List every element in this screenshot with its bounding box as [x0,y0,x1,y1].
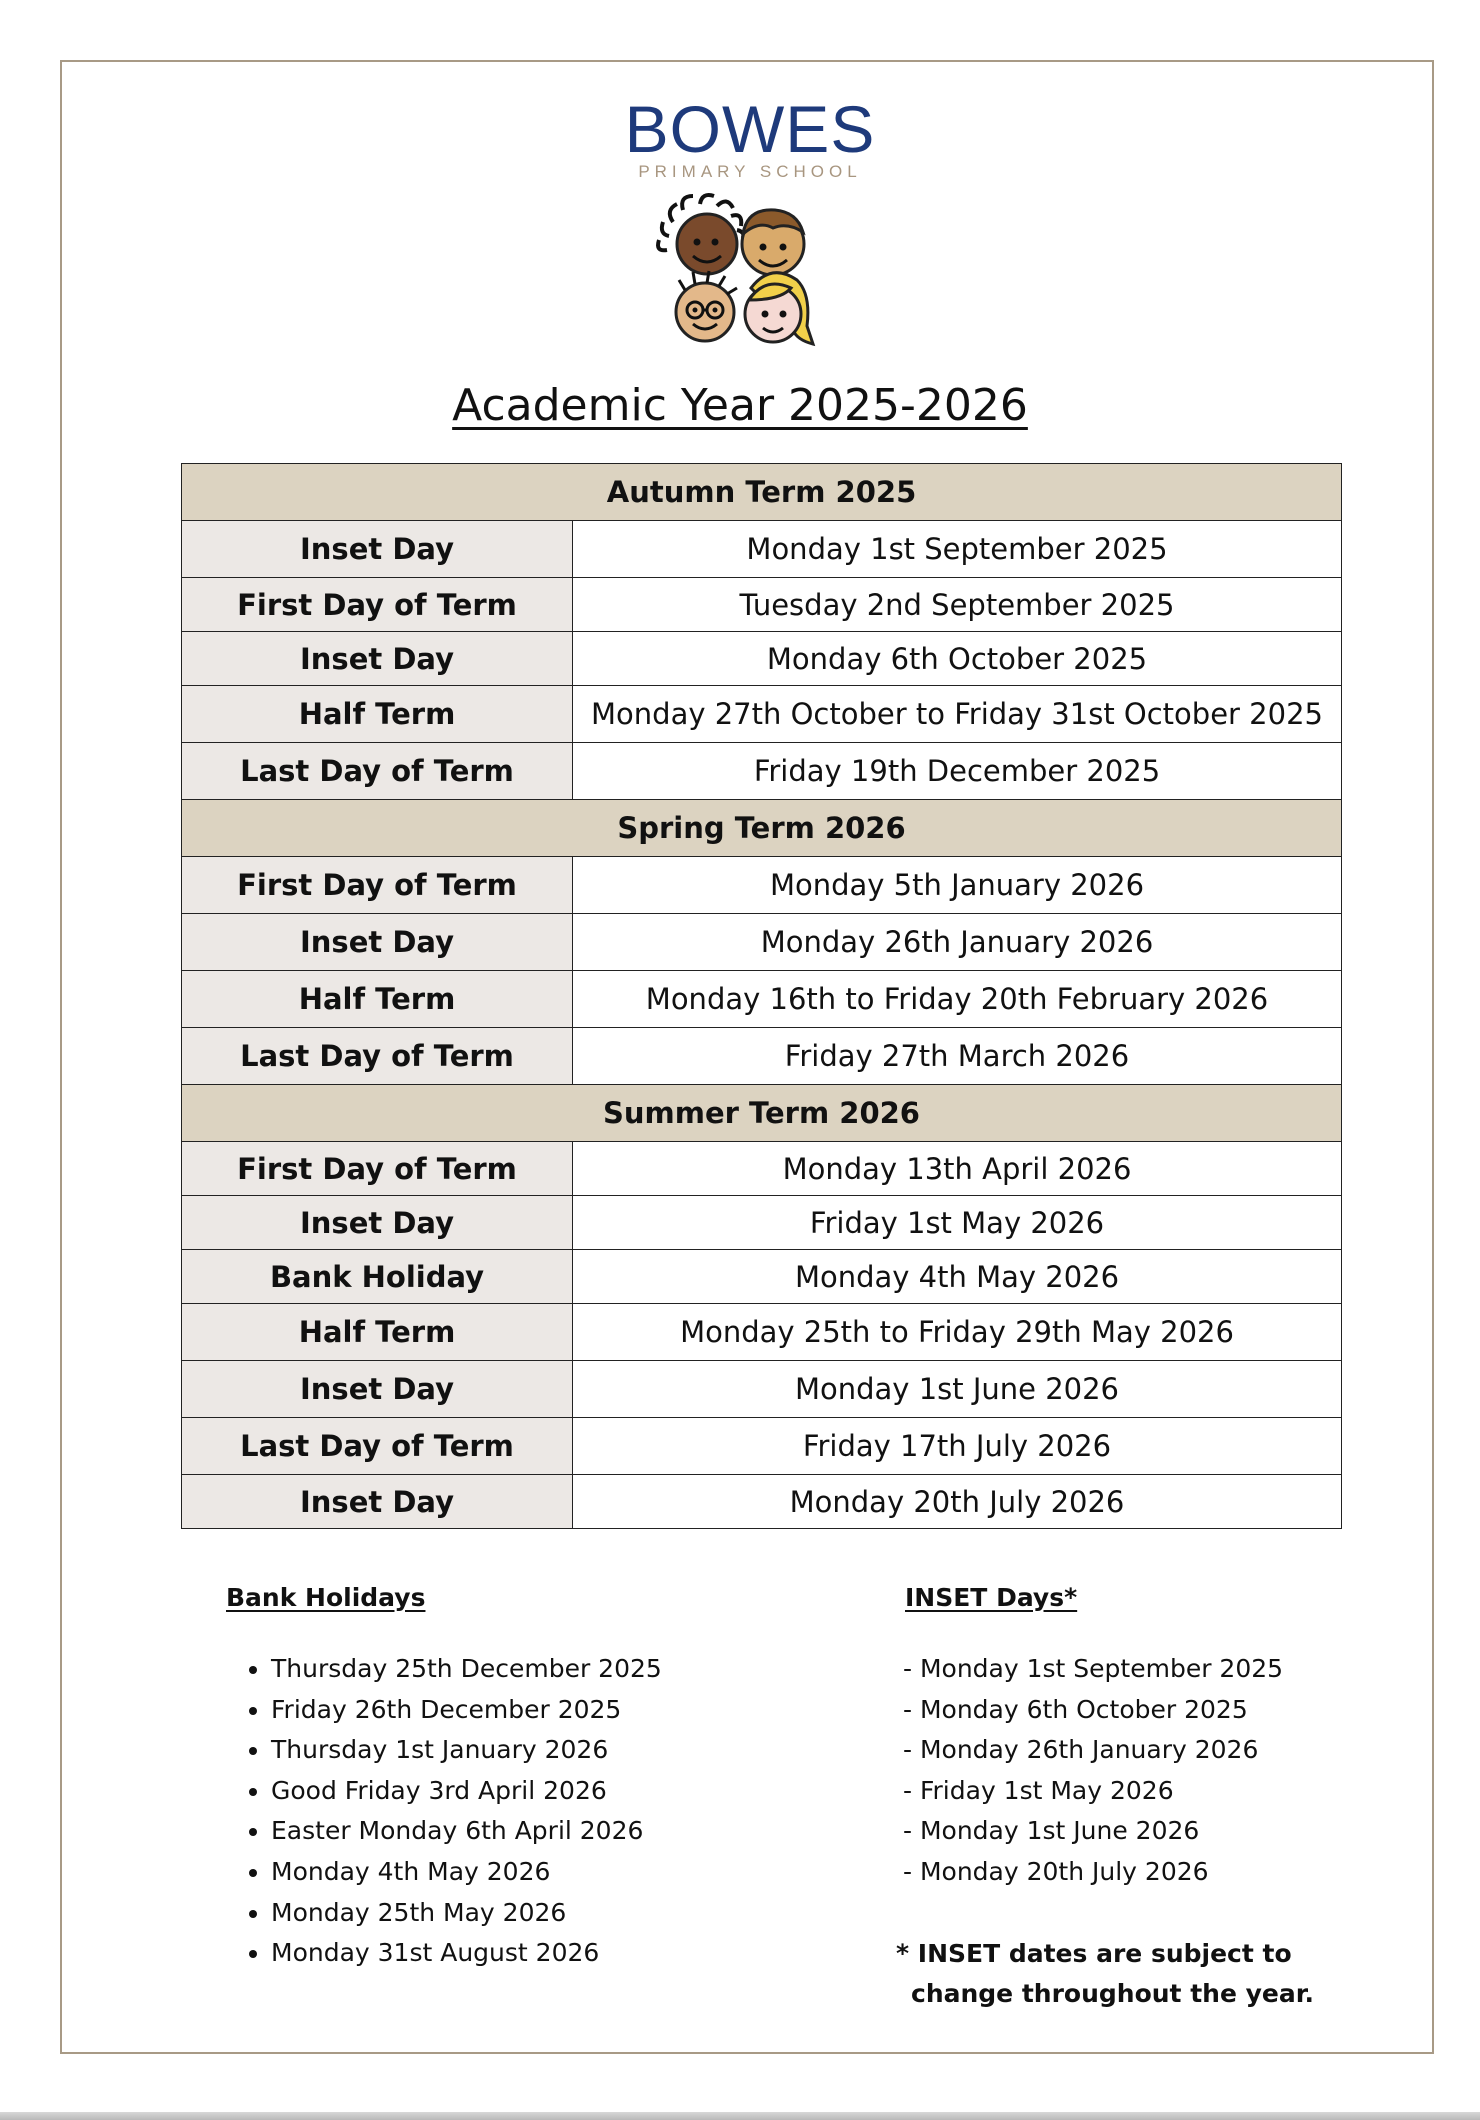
event-label: Inset Day [182,1475,573,1529]
table-row [182,857,1342,914]
event-label: Inset Day [182,914,573,971]
list-item: • Thursday 25th December 2025 [271,1649,662,1690]
term-heading: Summer Term 2026 [182,1085,1342,1142]
list-item: • Good Friday 3rd April 2026 [271,1771,662,1812]
table-row [182,971,1342,1028]
list-item: • Monday 25th May 2026 [271,1893,662,1934]
event-date: Monday 1st June 2026 [573,1361,1342,1418]
list-item: • Monday 4th May 2026 [271,1852,662,1893]
list-item: • Thursday 1st January 2026 [271,1730,662,1771]
event-date: Monday 1st September 2025 [573,521,1342,578]
event-date: Monday 13th April 2026 [573,1142,1342,1196]
school-logo-subtitle: PRIMARY SCHOOL [638,162,862,181]
term-dates-table [181,463,1342,1529]
table-row [182,1304,1342,1361]
children-faces-logo-icon [645,192,835,352]
table-row [182,578,1342,632]
bank-holidays-list [226,1649,662,1974]
table-row [182,1196,1342,1250]
event-date: Friday 19th December 2025 [573,743,1342,800]
inset-days-heading: INSET Days* [905,1583,1078,1612]
table-row [182,1142,1342,1196]
event-date: Monday 6th October 2025 [573,632,1342,686]
event-date: Monday 5th January 2026 [573,857,1342,914]
event-label: Bank Holiday [182,1250,573,1304]
table-row [182,1418,1342,1475]
term-heading: Spring Term 2026 [182,800,1342,857]
event-date: Friday 27th March 2026 [573,1028,1342,1085]
event-date: Friday 17th July 2026 [573,1418,1342,1475]
table-row [182,1028,1342,1085]
event-date: Monday 27th October to Friday 31st October 2025 [573,686,1342,743]
list-item: - Monday 20th July 2026 [903,1856,1209,1886]
event-label: First Day of Term [182,857,573,914]
inset-days-list [903,1649,1283,1893]
term-heading: Autumn Term 2025 [182,464,1342,521]
table-row [182,914,1342,971]
event-label: Half Term [182,1304,573,1361]
inset-dates-note [896,1934,1336,2014]
page-title: Academic Year 2025-2026 [452,380,1028,431]
table-row [182,632,1342,686]
list-item: • Easter Monday 6th April 2026 [271,1811,662,1852]
school-logo-name: BOWES [624,92,876,166]
event-label: Inset Day [182,632,573,686]
list-item: - Friday 1st May 2026 [903,1775,1174,1805]
term-header-row [182,800,1342,857]
table-row [182,1361,1342,1418]
term-header-row [182,464,1342,521]
table-row [182,743,1342,800]
bank-holidays-heading: Bank Holidays [226,1583,426,1612]
event-label: Last Day of Term [182,1028,573,1085]
event-label: Half Term [182,686,573,743]
event-date: Monday 16th to Friday 20th February 2026 [573,971,1342,1028]
event-label: Last Day of Term [182,1418,573,1475]
event-label: Inset Day [182,1361,573,1418]
list-item: • Friday 26th December 2025 [271,1690,662,1731]
list-item: - Monday 26th January 2026 [903,1735,1259,1765]
event-label: Inset Day [182,1196,573,1250]
inset-note-line-2: change throughout the year. [911,1979,1315,2008]
event-date: Monday 26th January 2026 [573,914,1342,971]
event-label: First Day of Term [182,1142,573,1196]
table-row [182,1475,1342,1529]
event-date: Monday 25th to Friday 29th May 2026 [573,1304,1342,1361]
table-row [182,1250,1342,1304]
event-date: Friday 1st May 2026 [573,1196,1342,1250]
term-header-row [182,1085,1342,1142]
table-row [182,521,1342,578]
table-row [182,686,1342,743]
event-date: Tuesday 2nd September 2025 [573,578,1342,632]
list-item: - Monday 1st June 2026 [903,1816,1200,1846]
viewer-bottom-edge [0,2112,1480,2120]
event-label: Last Day of Term [182,743,573,800]
event-label: Inset Day [182,521,573,578]
inset-note-line-1: * INSET dates are subject to [896,1939,1292,1968]
event-date: Monday 4th May 2026 [573,1250,1342,1304]
event-date: Monday 20th July 2026 [573,1475,1342,1529]
event-label: First Day of Term [182,578,573,632]
event-label: Half Term [182,971,573,1028]
list-item: - Monday 6th October 2025 [903,1694,1248,1724]
list-item: - Monday 1st September 2025 [903,1654,1284,1683]
list-item: • Monday 31st August 2026 [271,1933,662,1974]
